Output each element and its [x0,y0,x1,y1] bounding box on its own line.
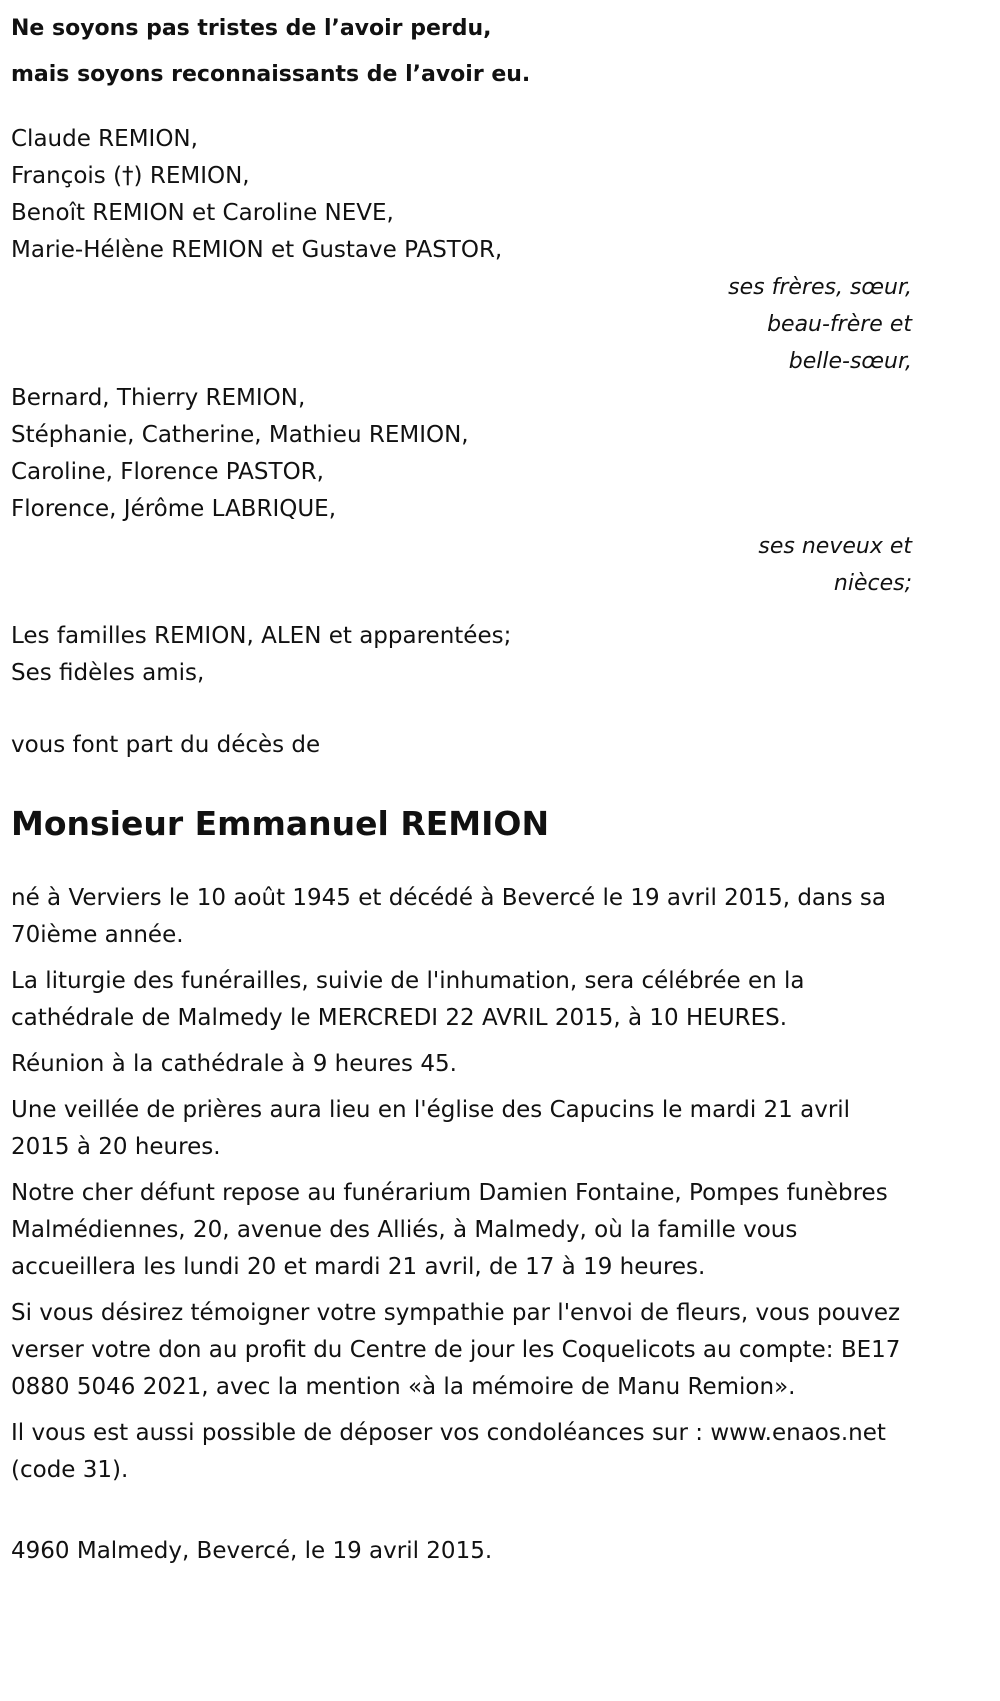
meeting-paragraph: Réunion à la cathédrale à 9 heures 45. [11,1051,457,1077]
condolences-paragraph: Il vous est aussi possible de déposer vos condoléances sur : www.enaos.net (code 31). [11,1420,886,1483]
sibling-name: Benoît REMION et Caroline NEVE, [11,200,394,226]
quote-line-2: mais soyons reconnaissants de l’avoir eu. [11,62,531,87]
siblings-section [11,121,912,380]
siblings-relation: beau-frère et [767,312,912,337]
birth-death-paragraph: né à Verviers le 10 août 1945 et décédé à Bevercé le 19 avril 2015, dans sa 70ième année. [11,885,886,948]
announcement: vous font part du décès de [11,732,321,758]
sibling-name: Marie-Hélène REMION et Gustave PASTOR, [11,237,503,263]
sibling-name: Claude REMION, [11,126,198,152]
place-date-signoff: 4960 Malmedy, Bevercé, le 19 avril 2015. [11,1538,493,1564]
siblings-relation: ses frères, sœur, [728,275,912,300]
deceased-name: Monsieur Emmanuel REMION [11,804,550,843]
spacer [11,98,912,121]
sibling-name: François (†) REMION, [11,163,250,189]
friends-line: Ses fidèles amis, [11,660,205,686]
nephew-name: Florence, Jérôme LABRIQUE, [11,496,337,522]
nephews-relation: nièces; [833,571,912,596]
funeral-paragraph: La liturgie des funérailles, suivie de l'inhumation, sera célébrée en la cathédrale de Malmedy le MERCREDI 22 AVRIL 2015, à 10 HEURES. [11,968,805,1031]
vigil-paragraph: Une veillée de prières aura lieu en l'église des Capucins le mardi 21 avril 2015 à 20 heures. [11,1097,851,1160]
flowers-donation-paragraph: Si vous désirez témoigner votre sympathie par l'envoi de fleurs, vous pouvez verser votre don au profit du Centre de jour les Coquelicots au compte: BE17 0880 5046 2021, avec la mention «à la mémoire de Manu Remion». [11,1300,901,1400]
others-section [11,618,912,692]
nephew-name: Stéphanie, Catherine, Mathieu REMION, [11,422,469,448]
families-line: Les familles REMION, ALEN et apparentées; [11,623,512,649]
nephews-relation: ses neveux et [758,534,912,559]
siblings-relation: belle-sœur, [788,349,912,374]
quote-line-1: Ne soyons pas tristes de l’avoir perdu, [11,16,492,41]
nephew-name: Caroline, Florence PASTOR, [11,459,324,485]
nephews-section [11,380,912,602]
nephew-name: Bernard, Thierry REMION, [11,385,306,411]
funerarium-paragraph: Notre cher défunt repose au funérarium Damien Fontaine, Pompes funèbres Malmédiennes, 20, avenue des Alliés, à Malmedy, où la famille vous accueillera les lundi 20 et mardi 21 avril, de 17 à 19 heures. [11,1180,888,1280]
